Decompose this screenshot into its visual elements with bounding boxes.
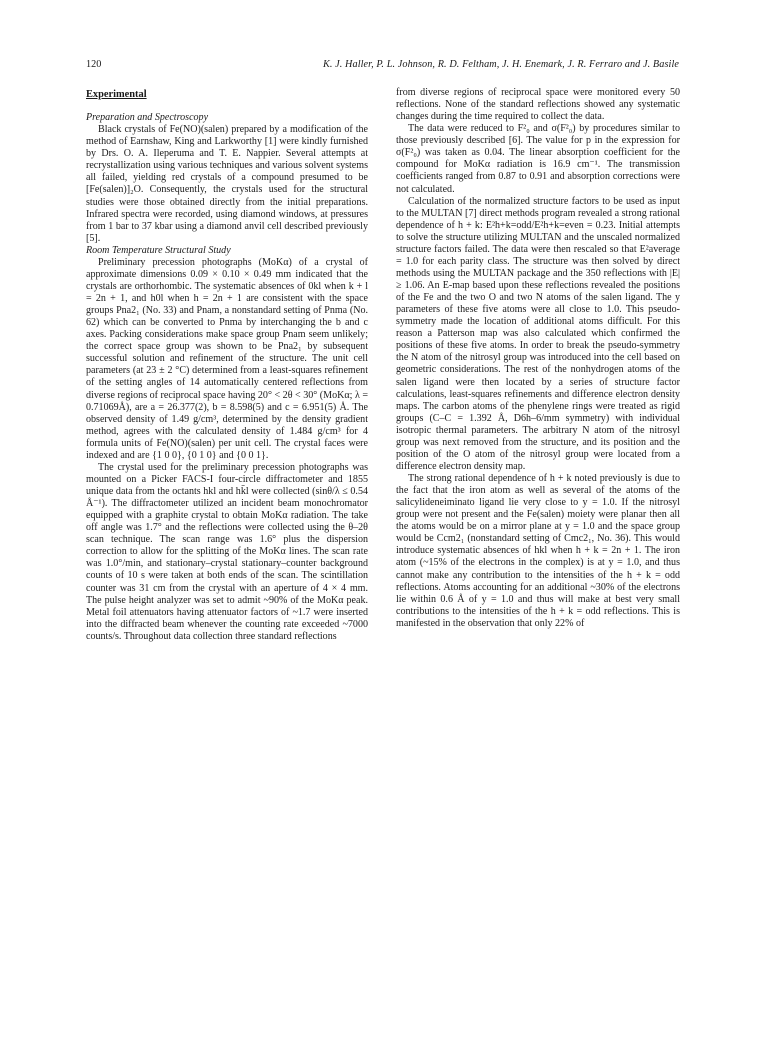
paragraph-precession: Preliminary precession photographs (MoKα) of a crystal of approximate dimensions 0.09 × 0.10 × 0.49 mm indicated that the crystals are orthorhombic. The systematic absences of 0kl when k + l = 2n + 1, and h0l when h = 2n + 1 are consistent with the space groups Pna2₁ (No. 33) and Pnam, a nonstandard setting of Pnma (No. 62) which can be converted to Pnma by interchanging the b and c axes. Packing considerations make space group Pnam seem unlikely; the correct space group was shown to be Pna2₁ by subsequent successful solution and refinement of the structure. The unit cell parameters (at 23 ± 2 °C) determined from a least-squares refinement of the setting angles of 14 automatically centered reflections from diverse regions of reciprocal space having 20° < 2θ < 30° (MoKα; λ = 0.71069Å), are a = 26.377(2), b = 8.598(5) and c = 6.951(5) Å. The observed density of 1.49 g/cm³, determined by the density gradient method, agrees with the calculated density of 1.484 g/cm³ for 4 formula units of Fe(NO)(salen) per unit cell. The crystal faces were indexed and are {1 0 0}, {0 1 0} and {0 0 1}. (86, 256, 368, 461)
subsection-title-structural-study: Room Temperature Structural Study (86, 244, 231, 256)
paragraph-standards: from diverse regions of reciprocal space were monitored every 50 reflections. None of the standard reflections showed any systematic changes during the time required to collect the data. (396, 87, 680, 123)
section-title-experimental: Experimental (86, 89, 147, 100)
left-column (86, 87, 368, 643)
page-number: 120 (86, 59, 102, 70)
subsection-title-preparation: Preparation and Spectroscopy (86, 112, 209, 124)
paragraph-preparation: Black crystals of Fe(NO)(salen) prepared by a modification of the method of Earnshaw, King and Larkworthy [1] were kindly furnished by Drs. O. A. Ileperuma and T. E. Nappier. Several attempts at recrystallization using various techniques and various solvent systems all failed, yielding red crystals of a compound presumed to be [Fe(salen)]₂O. Consequently, the crystals used for the structural studies were those obtained directly from the initial preparations. Infrared spectra were recorded, using diamond windows, at pressures from 1 bar to 37 kbar using a diamond anvil cell described previously [5]. (86, 124, 368, 244)
paragraph-structure-solution: Calculation of the normalized structure factors to be used as input to the MULTAN [7] direct methods program revealed a strong rational dependence of h + k: E²h+k=odd/E²h+k=even = 0.23. Initial attempts to solve the structure utilizing MULTAN and the unscaled normalized structure factors failed. The data were then rescaled so that E²average = 1.0 for each parity class. The structure was then solved by direct methods using the MULTAN package and the 350 reflections with |E| ≥ 1.06. An E-map based upon these reflections revealed the positions of the Fe and the two O and two N atoms of the salen ligand. The y parameters of these five atoms were all close to 1.0. This pseudo-symmetry made the location of additional atoms difficult. For this reason a Patterson map was also calculated which confirmed the positions of these five atoms. In order to break the pseudo-symmetry the N atom of the nitrosyl group was introduced into the cell based on geometric considerations. The rest of the nonhydrogen atoms of the salen ligand were then located by a series of structure factor calculations, least-squares refinements and difference electron density maps. The carbon atoms of the phenylene rings were treated as rigid groups (C–C = 1.392 Å, D6h–6/mm symmetry) with individual isotropic thermal parameters. The arbitrary N atom of the nitrosyl group was next removed from the structure, and its position and the position of the O atom of the nitrosyl group were located from a difference electron density map. (396, 195, 680, 472)
paragraph-pseudo-symmetry: The strong rational dependence of h + k noted previously is due to the fact that the iron atom as well as several of the atoms of the salicylideneiminato ligand lie very close to y = 1.0. If the nitrosyl group were not present and the Fe(salen) moiety were planar then all the atoms would be on a mirror plane at y = 1.0 and the space group would be Ccm2₁ (nonstandard setting of Cmc2₁, No. 36). This would introduce systematic absences of hkl when h + k = 2n + 1. The iron atom (~15% of the electrons in the complex) is at y = 1.0, and thus cannot make any contribution to the intensities of the h + k = odd reflections. Atoms accounting for an additional ~30% of the electrons lie within 0.6 Å of y = 1.0 and thus will make at best very small contributions to the intensities of the h + k = odd reflections. This is manifested in the observation that only 22% of (396, 473, 680, 629)
paragraph-data-reduction: The data were reduced to F²₀ and σ(F²₀) by procedures similar to those previously described [6]. The value for p in the expression for σ(F²₀) was taken as 0.04. The linear absorption coefficient for the compound for MoKα radiation is 16.9 cm⁻¹. The transmission coefficients ranged from 0.87 to 0.91 and absorption corrections were not calculated. (396, 123, 680, 195)
right-column (396, 87, 680, 630)
running-header (86, 59, 679, 75)
paragraph-diffractometer: The crystal used for the preliminary precession photographs was mounted on a Picker FACS-I four-circle diffractometer and 1855 unique data from the octants hkl and hk̄l were collected (sinθ/λ ≤ 0.54 Å⁻¹). The diffractometer utilized an incident beam monochromator equipped with a graphite crystal to obtain MoKα radiation. The take off angle was 1.7° and the reflections were collected using the θ–2θ scan technique. The scan range was 1.6° plus the dispersion correction to allow for the splitting of the MoKα lines. The scan rate was 1.0°/min, and stationary–crystal stationary–counter background counts of 10 s were taken at both ends of the scan. The scintillation counter was 31 cm from the crystal with an aperture of 4 × 4 mm. The pulse height analyzer was set to admit ~90% of the MoKα peak. Metal foil attenuators having attenuator factors of ~1.7 were inserted into the diffracted beam whenever the counting rate exceeded ~7000 counts/s. Throughout data collection three standard reflections (86, 461, 368, 642)
author-list: K. J. Haller, P. L. Johnson, R. D. Feltham, J. H. Enemark, J. R. Ferraro and J. Basile (322, 59, 679, 70)
